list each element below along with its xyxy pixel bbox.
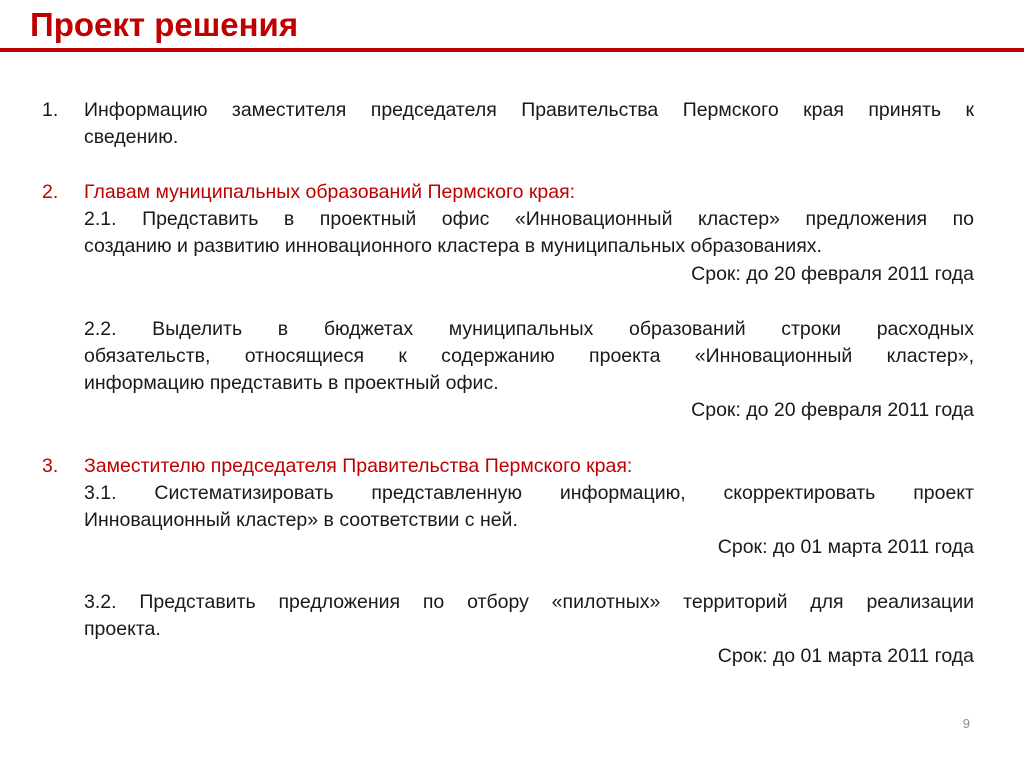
item-2-2-line-2: обязательств, относящиеся к содержанию проекта «Инновационный кластер»,: [84, 345, 974, 367]
item-2-1-line-2: созданию и развитию инновационного кластера в муниципальных образованиях.: [84, 235, 822, 257]
item-2-number: 2.: [42, 181, 59, 203]
item-1-line-1: Информацию заместителя председателя Правительства Пермского края принять к: [84, 99, 974, 121]
page-number: 9: [962, 716, 970, 731]
item-1-line-2: сведению.: [84, 126, 179, 148]
item-2-2-line-1: 2.2. Выделить в бюджетах муниципальных образований строки расходных: [84, 318, 974, 340]
item-3-number: 3.: [42, 455, 59, 477]
item-2-2-line-3: информацию представить в проектный офис.: [84, 372, 499, 394]
item-2-1-line-1: 2.1. Представить в проектный офис «Инновационный кластер» предложения по: [84, 208, 974, 230]
item-2-heading: Главам муниципальных образований Пермского края:: [84, 181, 576, 203]
item-3-2-line-1: 3.2. Представить предложения по отбору «пилотных» территорий для реализации: [84, 591, 974, 613]
item-3-1-line-2: Инновационный кластер» в соответствии с ней.: [84, 509, 518, 531]
item-3-1-line-1: 3.1. Систематизировать представленную информацию, скорректировать проект: [84, 482, 974, 504]
item-3-2-line-2: проекта.: [84, 618, 161, 640]
item-3-heading: Заместителю председателя Правительства Пермского края:: [84, 455, 633, 477]
item-1-number: 1.: [42, 99, 59, 121]
item-3-2-deadline: Срок: до 01 марта 2011 года: [717, 645, 974, 667]
slide-title: Проект решения: [30, 6, 299, 43]
item-2-1-deadline: Срок: до 20 февраля 2011 года: [691, 263, 974, 285]
item-3-1-deadline: Срок: до 01 марта 2011 года: [717, 536, 974, 558]
item-2-2-deadline: Срок: до 20 февраля 2011 года: [691, 399, 974, 421]
